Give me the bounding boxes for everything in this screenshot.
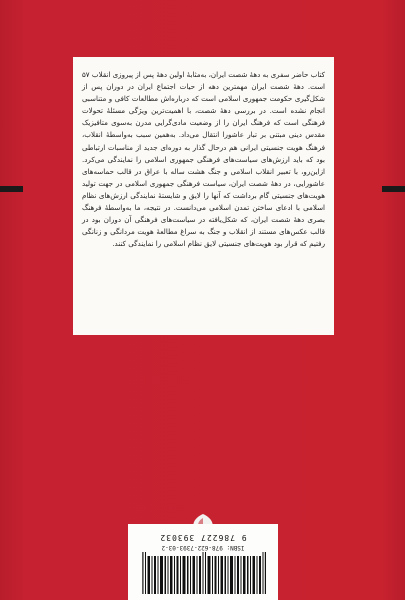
barcode-digits: 9 786227 393032 bbox=[159, 533, 247, 542]
blurb-panel bbox=[73, 57, 334, 335]
left-edge-mark bbox=[0, 186, 23, 192]
isbn-barcode bbox=[128, 524, 278, 600]
back-cover-blurb: کتاب حاضر سفری به دههٔ شصت ایران، به‌مثابهٔ اولین دههٔ پس از پیروزی انقلاب ۵۷ است. دههٔ شصت ایران مهمترین دهه از حیات اجتماع ایران در دوران پس از شکل‌گیری حکومت جمهوری اسلامی است که درباره‌اش مطالعات کافی و متناسبی انجام نشده است. در بررسی دههٔ شصت، با اهمیت‌ترین ویژگی مسئلهٔ تحولات فرهنگی است که فرهنگ ایران را از وضعیت مادی‌گرایی مدرن به‌سوی متافیزیک مقدس دینی مبتنی بر تبار عاشورا انتقال می‌داد. به‌همین سبب به‌واسطهٔ انقلاب، فرهنگ هویت جنسیتی ایرانی هم درحال گذار به دوره‌ای جدید از مناسبات ارتباطی بود که باید ارزش‌های سیاست‌های فرهنگی جمهوری اسلامی را نمایندگی می‌کرد. ازاین‌رو، با تعبیر انقلاب اسلامی و جنگ هشت ساله با عراق در قالب حماسه‌های عاشورایی، در دههٔ شصت ایران، سیاست فرهنگی جمهوری اسلامی در جهت تولید هویت‌های جنسیتی گام برداشت که آنها را لایق و شایستهٔ نمایندگی ارزش‌های نظام اسلامی با ادعای ساختن تمدن اسلامی می‌دانست. در نتیجه، ما به‌واسطهٔ فرهنگ بصری دههٔ شصت ایران، که شکل‌یافته در سیاست‌های فرهنگی آن دوران بود در قالب عکس‌های مستند از انقلاب و جنگ به سراغ مطالعهٔ هویت مردانگی و زنانگی رفتیم که قرار بود هویت‌های جنسیتی لایق نظام اسلامی را نمایندگی کنند. bbox=[82, 70, 325, 249]
barcode-bars bbox=[138, 552, 268, 594]
right-edge-mark bbox=[382, 186, 405, 192]
isbn-number: ISBN: 978-622-7393-03-2 bbox=[161, 544, 245, 551]
